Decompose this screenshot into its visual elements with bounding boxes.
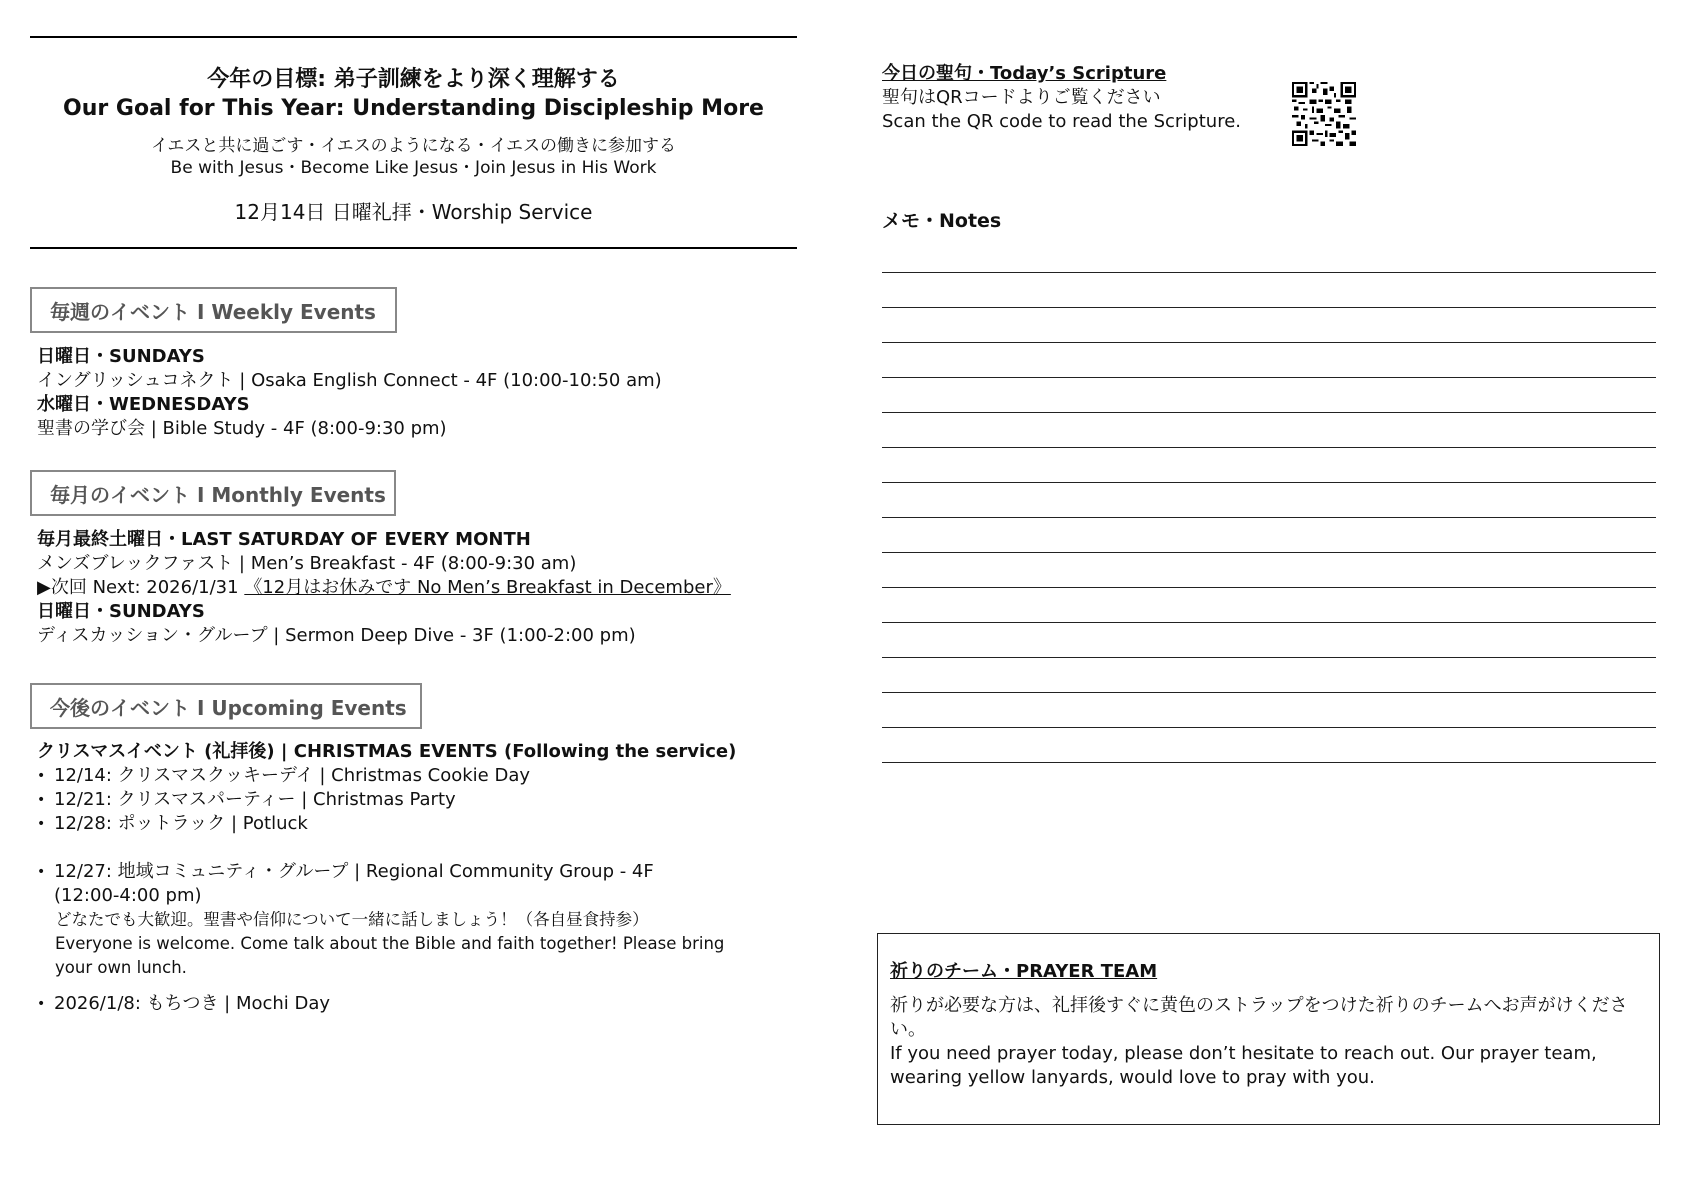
notes-title: メモ・Notes	[882, 210, 1002, 232]
note-line	[882, 517, 1656, 518]
mochi-day-text: • 2026/1/8: もちつき | Mochi Day	[37, 992, 330, 1016]
community-group-event	[37, 860, 737, 980]
scripture-line-en: Scan the QR code to read the Scripture.	[882, 111, 1241, 132]
mochi-day-event	[37, 992, 330, 1016]
note-line	[882, 482, 1656, 483]
prayer-team-text-en: If you need prayer today, please don’t hesitate to reach out. Our prayer team, wearing yellow lanyards, would love to pray with you.	[890, 1043, 1597, 1088]
next-date-prefix: ▶次回 Next: 2026/1/31	[37, 577, 245, 598]
weekly-day-sundays: 日曜日・SUNDAYS	[37, 346, 205, 367]
weekly-events-list	[37, 345, 662, 441]
qr-code-icon[interactable]	[1292, 82, 1356, 146]
community-group-line2: (12:00-4:00 pm)	[54, 885, 202, 906]
note-line	[882, 622, 1656, 623]
christmas-title-text: クリスマスイベント (礼拝後) | CHRISTMAS EVENTS (Following the service)	[37, 741, 737, 762]
note-line	[882, 377, 1656, 378]
scripture-line-jp: 聖句はQRコードよりご覧ください	[882, 87, 1161, 108]
monthly-item-mens-breakfast: メンズブレックファスト | Men’s Breakfast - 4F (8:00-9:30 am)	[37, 553, 577, 574]
notes-lines[interactable]	[882, 272, 1656, 797]
scripture-section	[882, 62, 1241, 134]
christmas-events-list	[37, 764, 530, 836]
list-item: • 12/14: クリスマスクッキーデイ | Christmas Cookie Day	[37, 764, 530, 788]
monthly-events-heading	[30, 470, 396, 516]
note-line	[882, 587, 1656, 588]
monthly-next-date	[37, 576, 731, 600]
note-line	[882, 552, 1656, 553]
monthly-heading-text: 毎月のイベント I Monthly Events	[50, 482, 386, 507]
note-line	[882, 342, 1656, 343]
goal-title-en: Our Goal for This Year: Understanding Discipleship More	[63, 96, 764, 121]
header-bottom-rule	[30, 247, 797, 249]
monthly-events-list	[37, 528, 731, 648]
monthly-day-sundays: 日曜日・SUNDAYS	[37, 601, 205, 622]
scripture-title: 今日の聖句・Today’s Scripture	[882, 63, 1167, 84]
christmas-events-title	[37, 740, 736, 764]
note-line	[882, 412, 1656, 413]
prayer-team-title: 祈りのチーム・PRAYER TEAM	[890, 961, 1158, 982]
goal-title-jp: 今年の目標: 弟子訓練をより深く理解する	[207, 67, 620, 92]
weekly-day-wednesdays: 水曜日・WEDNESDAYS	[37, 394, 250, 415]
weekly-heading-text: 毎週のイベント I Weekly Events	[50, 299, 376, 324]
community-group-desc-en2: your own lunch.	[55, 958, 187, 977]
prayer-team-box	[877, 933, 1660, 1125]
note-line	[882, 272, 1656, 273]
community-group-line1: • 12/27: 地域コミュニティ・グループ | Regional Community Group - 4F	[37, 860, 737, 884]
tagline-en: Be with Jesus・Become Like Jesus・Join Jesus in His Work	[170, 158, 657, 178]
note-line	[882, 447, 1656, 448]
monthly-day-last-saturday: 毎月最終土曜日・LAST SATURDAY OF EVERY MONTH	[37, 529, 531, 550]
service-date: 12月14日 日曜礼拝・Worship Service	[234, 200, 593, 224]
prayer-team-text-jp: 祈りが必要な方は、礼拝後すぐに黄色のストラップをつけた祈りのチームへお声がけください。	[890, 995, 1628, 1040]
note-line	[882, 657, 1656, 658]
weekly-item-english-connect: イングリッシュコネクト | Osaka English Connect - 4F (10:00-10:50 am)	[37, 370, 662, 391]
next-date-note: 《12月はお休みです No Men’s Breakfast in December》	[244, 577, 731, 598]
note-line	[882, 307, 1656, 308]
list-item: • 12/21: クリスマスパーティー | Christmas Party	[37, 788, 530, 812]
community-group-desc-jp: どなたでも大歓迎。聖書や信仰について一緒に話しましょう！（各自昼食持参）	[55, 910, 649, 929]
tagline-jp: イエスと共に過ごす・イエスのようになる・イエスの働きに参加する	[151, 136, 676, 156]
monthly-item-sermon-deep-dive: ディスカッション・グループ | Sermon Deep Dive - 3F (1:00-2:00 pm)	[37, 625, 636, 646]
list-item: • 12/28: ポットラック | Potluck	[37, 812, 530, 836]
upcoming-heading-text: 今後のイベント I Upcoming Events	[50, 695, 407, 720]
top-rule	[30, 36, 797, 38]
community-group-desc-en1: Everyone is welcome. Come talk about the Bible and faith together! Please bring	[55, 934, 725, 953]
upcoming-events-heading	[30, 683, 422, 729]
note-line	[882, 727, 1656, 728]
note-line	[882, 762, 1656, 763]
note-line	[882, 692, 1656, 693]
weekly-item-bible-study: 聖書の学び会 | Bible Study - 4F (8:00-9:30 pm)	[37, 418, 447, 439]
weekly-events-heading	[30, 287, 397, 333]
